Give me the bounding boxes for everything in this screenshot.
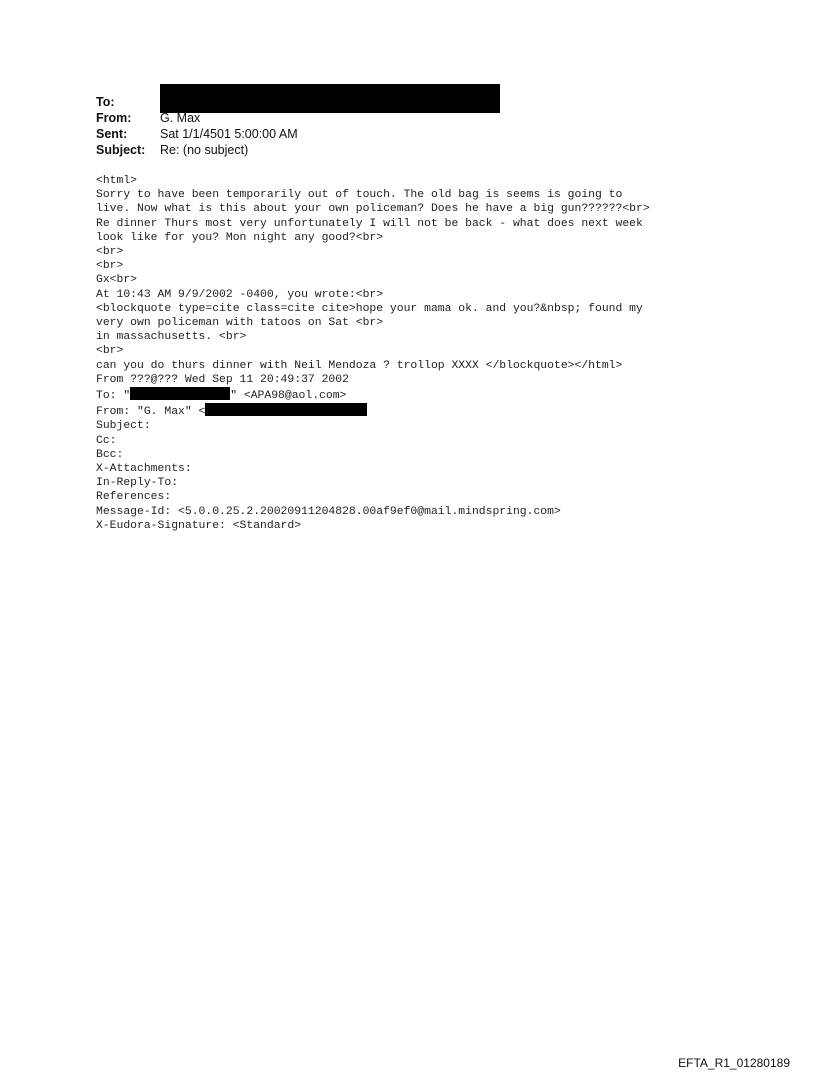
to-label: To:	[96, 95, 115, 109]
body-line: Sorry to have been temporarily out of touch. The old bag is seems is going to	[96, 189, 623, 202]
from-value: G. Max	[160, 111, 201, 125]
email-body	[96, 174, 650, 533]
body-line: <br>	[96, 345, 124, 358]
meta-line: Cc:	[96, 434, 117, 447]
from-label: From:	[96, 111, 132, 125]
document-id: EFTA_R1_01280189	[678, 1056, 790, 1070]
redaction-bar-to-name	[130, 387, 230, 400]
sent-value: Sat 1/1/4501 5:00:00 AM	[160, 127, 298, 141]
meta-line: Bcc:	[96, 448, 124, 461]
meta-line: References:	[96, 491, 172, 504]
body-line: very own policeman with tatoos on Sat <br>	[96, 317, 384, 330]
meta-line: Message-Id: <5.0.0.25.2.20020911204828.00af9ef0@mail.mindspring.com>	[96, 505, 561, 518]
header-sent-row	[96, 126, 298, 142]
body-line: Gx<br>	[96, 274, 138, 287]
body-line: Re dinner Thurs most very unfortunately I will not be back - what does next week	[96, 217, 643, 230]
body-line: From ???@??? Wed Sep 11 20:49:37 2002	[96, 373, 349, 386]
from-line	[96, 403, 650, 419]
subject-label: Subject:	[96, 143, 146, 157]
body-line: can you do thurs dinner with Neil Mendoza ? trollop XXXX </blockquote></html>	[96, 359, 623, 372]
body-line: look like for you? Mon night any good?<br>	[96, 231, 384, 244]
meta-line: X-Attachments:	[96, 463, 192, 476]
to-line	[96, 387, 650, 403]
header-to-row	[96, 94, 298, 110]
from-line-prefix: From: "G. Max" <	[96, 406, 206, 419]
redaction-bar-from-email	[205, 403, 367, 416]
email-header	[96, 94, 298, 158]
meta-line: Subject:	[96, 420, 151, 433]
body-line: <br>	[96, 246, 124, 259]
subject-value: Re: (no subject)	[160, 143, 249, 157]
header-subject-row	[96, 142, 298, 158]
to-line-suffix: " <APA98@aol.com>	[230, 390, 347, 403]
meta-line: X-Eudora-Signature: <Standard>	[96, 519, 302, 532]
body-line: At 10:43 AM 9/9/2002 -0400, you wrote:<br>	[96, 288, 384, 301]
body-line: <br>	[96, 260, 124, 273]
body-line: in massachusetts. <br>	[96, 331, 247, 344]
body-line: <blockquote type=cite class=cite cite>hope your mama ok. and you?&nbsp; found my	[96, 302, 643, 315]
header-from-row	[96, 110, 298, 126]
body-line: <html>	[96, 175, 138, 187]
meta-line: In-Reply-To:	[96, 477, 179, 490]
to-line-prefix: To: "	[96, 390, 131, 403]
sent-label: Sent:	[96, 127, 128, 141]
body-line: live. Now what is this about your own policeman? Does he have a big gun??????<br>	[96, 203, 650, 216]
